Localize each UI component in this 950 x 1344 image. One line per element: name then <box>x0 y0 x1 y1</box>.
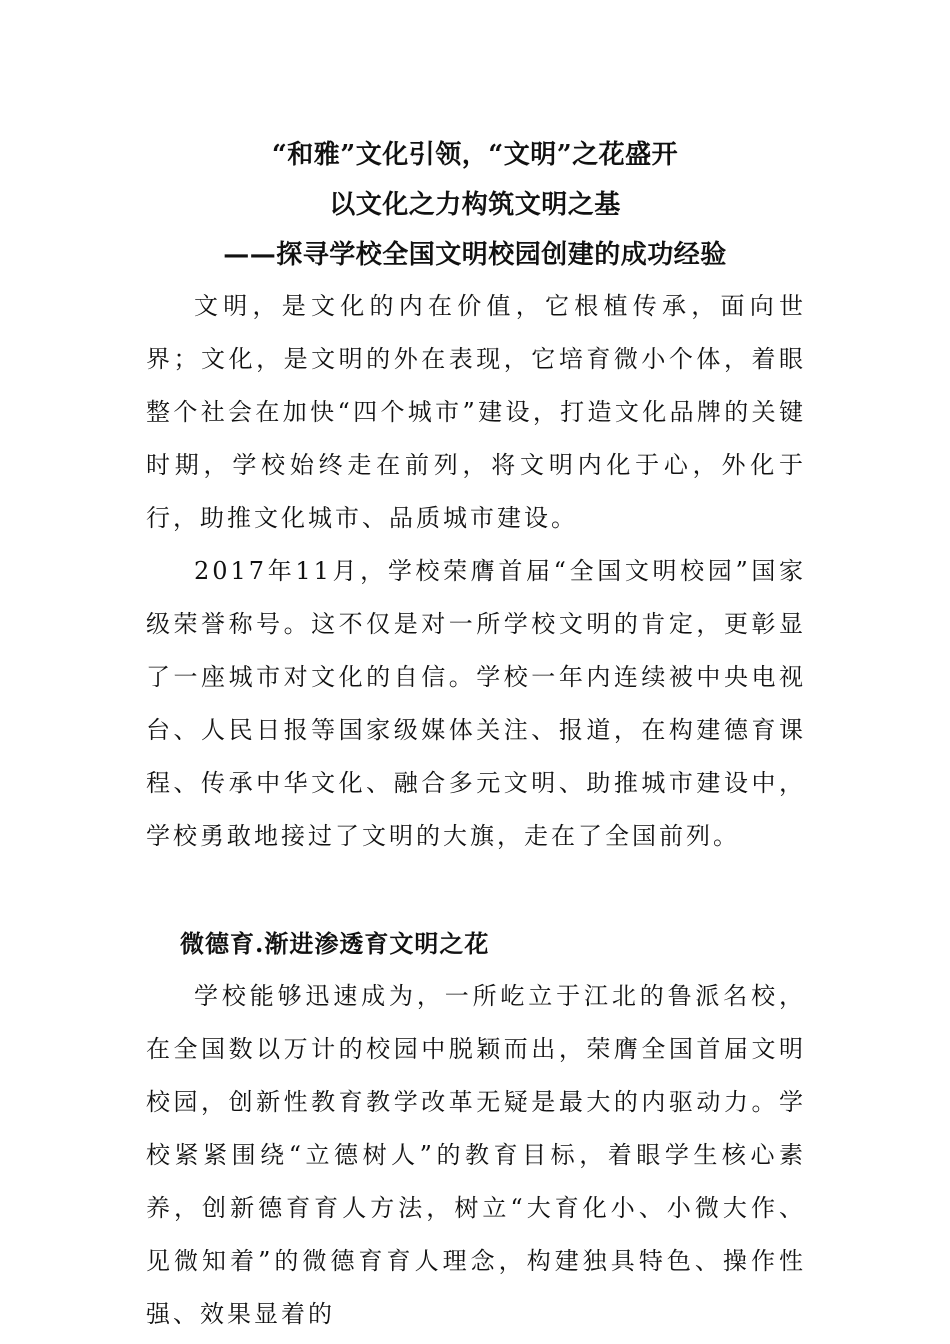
title-line-main: “和雅”文化引领，“文明”之花盛开 <box>271 140 679 170</box>
document-body <box>146 280 806 1341</box>
paragraph-intro: 文明，是文化的内在价值，它根植传承，面向世界；文化，是文明的外在表现，它培育微小个体，着眼整个社会在加快“四个城市”建设，打造文化品牌的关键时期，学校始终走在前列，将文明内化于心，外化于行，助推文化城市、品质城市建设。 <box>146 292 806 532</box>
title-line-tagline: ——探寻学校全国文明校园创建的成功经验 <box>223 240 727 270</box>
section-heading: 微德育.渐进渗透育文明之花 <box>180 929 490 958</box>
section-spacer <box>146 863 806 917</box>
document-title <box>0 130 950 280</box>
title-line-subtitle: 以文化之力构筑文明之基 <box>329 190 621 220</box>
paragraph-honor: 2017年11月，学校荣膺首届“全国文明校园”国家级荣誉称号。这不仅是对一所学校文明的肯定，更彰显了一座城市对文化的自信。学校一年内连续被中央电视台、人民日报等国家级媒体关注、报道，在构建德育课程、传承中华文化、融合多元文明、助推城市建设中，学校勇敢地接过了文明的大旗，走在了全国前列。 <box>146 557 806 850</box>
paragraph-section: 学校能够迅速成为，一所屹立于江北的鲁派名校，在全国数以万计的校园中脱颖而出，荣膺全国首届文明校园，创新性教育教学改革无疑是最大的内驱动力。学校紧紧围绕“立德树人”的教育目标，着眼学生核心素养，创新德育育人方法，树立“大育化小、小微大作、见微知着”的微德育育人理念，构建独具特色、操作性强、效果显着的 <box>146 982 806 1328</box>
